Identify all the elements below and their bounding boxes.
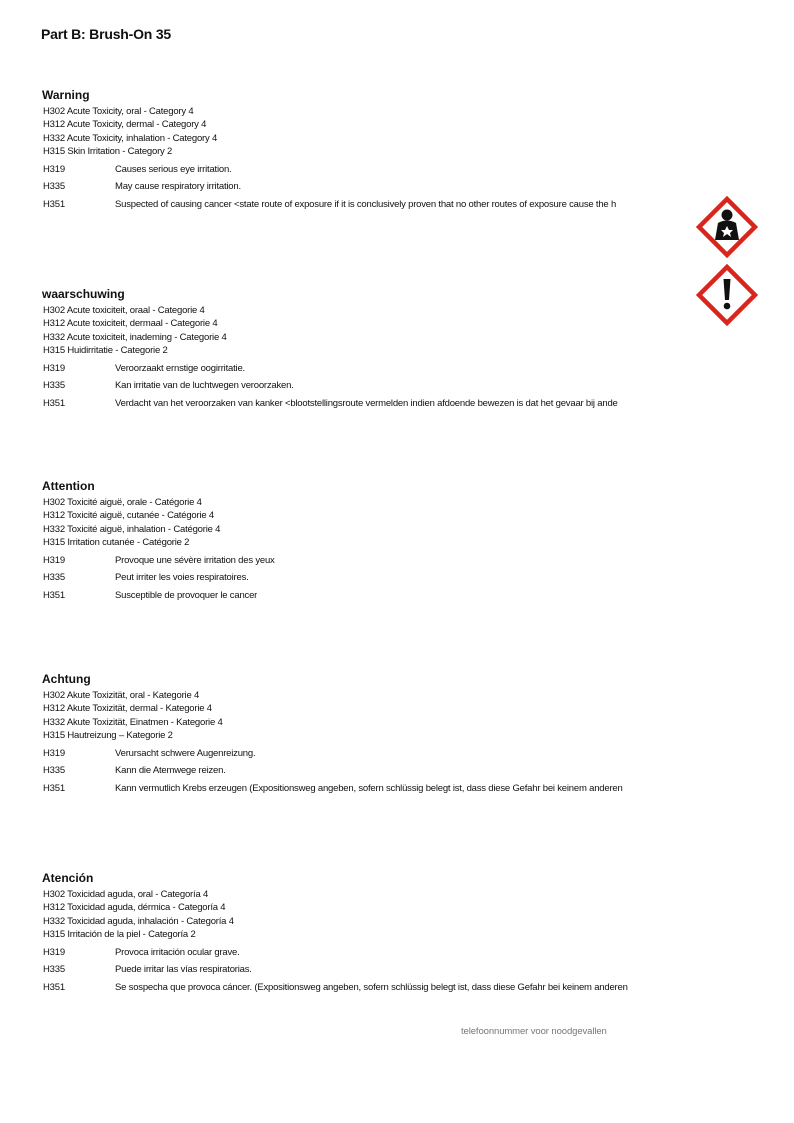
hazard-line: H312 Acute Toxicity, dermal - Category 4 [43, 119, 207, 131]
hazard-line: H332 Akute Toxizität, Einatmen - Kategorie 4 [43, 716, 223, 728]
hazard-line: H302 Toxicidad aguda, oral - Categoría 4 [43, 889, 209, 900]
statement-text: Veroorzaakt ernstige oogirritatie. [115, 362, 245, 374]
statement-text: Causes serious eye irritation. [115, 163, 232, 175]
statement-code: H351 [43, 397, 65, 409]
hazard-statement [43, 780, 685, 798]
signal-word: Warning [42, 88, 90, 102]
hazard-statement [43, 377, 685, 395]
hazard-line: H302 Acute toxiciteit, oraal - Categorie 4 [43, 305, 205, 316]
statement-code: H335 [43, 964, 65, 976]
hazard-line: H332 Toxicité aiguë, inhalation - Catégorie 4 [43, 523, 221, 535]
signal-word: Achtung [42, 672, 91, 686]
statement-code: H319 [43, 747, 65, 759]
hazard-statement [43, 569, 685, 587]
statement-code: H335 [43, 181, 65, 193]
hazard-statement [43, 944, 685, 962]
section-french [43, 479, 693, 604]
exclamation-pictogram [696, 264, 758, 326]
hazard-statement [43, 360, 685, 378]
hazard-line: H302 Akute Toxizität, oral - Kategorie 4 [43, 690, 200, 701]
signal-word: waarschuwing [42, 287, 125, 301]
hazard-statement [43, 745, 685, 763]
statement-text: Provoca irritación ocular grave. [115, 946, 240, 958]
section-german [43, 672, 693, 797]
hazard-line: H332 Acute toxiciteit, inademing - Categorie 4 [43, 331, 227, 343]
hazard-statement [43, 762, 685, 780]
health-hazard-pictogram [696, 196, 758, 258]
hazard-line: H312 Toxicidad aguda, dérmica - Categoría 4 [43, 902, 226, 914]
statement-code: H335 [43, 765, 65, 777]
statement-code: H351 [43, 981, 65, 993]
hazard-line: H312 Toxicité aiguë, cutanée - Catégorie 4 [43, 510, 214, 522]
statement-code: H351 [43, 782, 65, 794]
statement-code: H319 [43, 163, 65, 175]
section-dutch [43, 287, 693, 412]
hazard-statement [43, 552, 685, 570]
statement-code: H335 [43, 572, 65, 584]
document-title: Part B: Brush-On 35 [41, 26, 171, 42]
statement-text: Kan irritatie van de luchtwegen veroorzaken. [115, 380, 294, 392]
statement-text: Susceptible de provoquer le cancer [115, 589, 258, 601]
hazard-statement [43, 961, 685, 979]
hazard-line: H332 Toxicidad aguda, inhalación - Categoría 4 [43, 915, 234, 927]
statement-text: Suspected of causing cancer <state route of exposure if it is conclusively proven that no other routes of exposure cause the h [115, 198, 617, 210]
hazard-statement [43, 979, 685, 997]
statement-text: Kann die Atemwege reizen. [115, 765, 226, 777]
signal-word: Attention [42, 479, 95, 493]
statement-code: H351 [43, 198, 65, 210]
hazard-line: H312 Acute toxiciteit, dermaal - Categorie 4 [43, 318, 218, 330]
statement-code: H335 [43, 380, 65, 392]
statement-code: H319 [43, 362, 65, 374]
hazard-line: H315 Irritation cutanée - Catégorie 2 [43, 537, 190, 549]
hazard-statement [43, 161, 685, 179]
statement-code: H351 [43, 589, 65, 601]
statement-text: Se sospecha que provoca cáncer. (Expositionsweg angeben, sofern schlüssig belegt ist, dass diese Gefahr bei keinem anderen [115, 981, 628, 993]
hazard-line: H302 Acute Toxicity, oral - Category 4 [43, 106, 194, 117]
statement-text: Kann vermutlich Krebs erzeugen (Expositionsweg angeben, sofern schlüssig belegt ist, dass diese Gefahr bei keinem anderen [115, 782, 623, 794]
statement-text: Puede irritar las vías respiratorias. [115, 964, 252, 976]
hazard-statement [43, 395, 685, 413]
statement-text: Verursacht schwere Augenreizung. [115, 747, 256, 759]
hazard-line: H315 Irritación de la piel - Categoría 2 [43, 929, 196, 941]
statement-text: May cause respiratory irritation. [115, 181, 241, 193]
section-english [43, 88, 693, 213]
signal-word: Atención [42, 871, 94, 885]
statement-text: Peut irriter les voies respiratoires. [115, 572, 249, 584]
hazard-line: H315 Hautreizung – Kategorie 2 [43, 730, 173, 742]
hazard-statement [43, 587, 685, 605]
exclamation-icon [699, 267, 755, 323]
hazard-line: H332 Acute Toxicity, inhalation - Category 4 [43, 132, 218, 144]
statement-text: Verdacht van het veroorzaken van kanker <blootstellingsroute vermelden indien afdoende bewezen is dat het gevaar bij ande [115, 397, 618, 409]
hazard-line: H315 Skin Irritation - Category 2 [43, 146, 173, 158]
emergency-phone-label: telefoonnummer voor noodgevallen [461, 1026, 607, 1037]
hazard-statement [43, 196, 685, 214]
hazard-line: H302 Toxicité aiguë, orale - Catégorie 4 [43, 497, 202, 508]
statement-code: H319 [43, 554, 65, 566]
hazard-line: H312 Akute Toxizität, dermal - Kategorie 4 [43, 703, 212, 715]
hazard-line: H315 Huidirritatie - Categorie 2 [43, 345, 168, 357]
hazard-statement [43, 178, 685, 196]
statement-text: Provoque une sévère irritation des yeux [115, 554, 275, 566]
section-spanish [43, 871, 693, 996]
health-hazard-icon [699, 199, 755, 255]
statement-code: H319 [43, 946, 65, 958]
